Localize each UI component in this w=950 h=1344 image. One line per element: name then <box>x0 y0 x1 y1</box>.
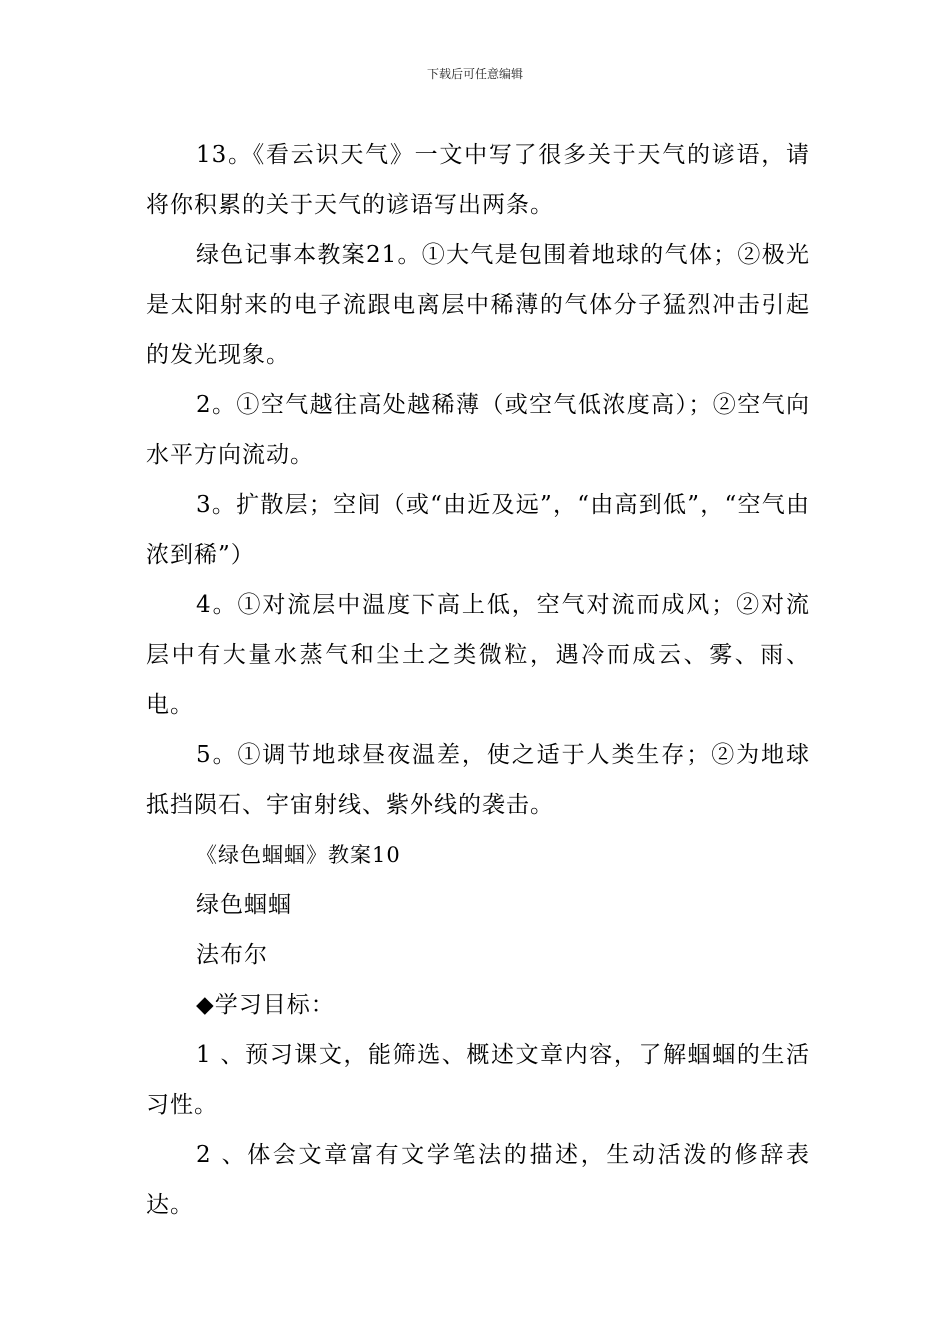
paragraph-answer-3: 3。扩散层；空间（或“由近及远”，“由高到低”，“空气由浓到稀”） <box>146 492 810 568</box>
lesson-author: 法布尔 <box>196 942 268 968</box>
paragraph-answer-5: 5。①调节地球昼夜温差，使之适于人类生存；②为地球抵挡陨石、宇宙射线、紫外线的袭击。 <box>146 742 810 818</box>
paragraph-answer-4: 4。①对流层中温度下高上低，空气对流而成风；②对流层中有大量水蒸气和尘土之类微粒，遇冷而成云、雾、雨、电。 <box>146 592 810 718</box>
page-header: 下载后可任意编辑 <box>426 67 523 81</box>
paragraph-answer-2: 2。①空气越往高处越稀薄（或空气低浓度高）；②空气向水平方向流动。 <box>146 392 810 468</box>
paragraph-q13: 13。《看云识天气》一文中写了很多关于天气的谚语，请将你积累的关于天气的谚语写出两条。 <box>146 142 810 218</box>
lesson-heading: 《绿色蝈蝈》教案10 <box>196 843 401 867</box>
lesson-title: 绿色蝈蝈 <box>196 892 292 918</box>
learning-objectives-heading: ◆学习目标： <box>196 992 335 1018</box>
document-body <box>146 130 810 1230</box>
objective-2: 2 、体会文章富有文学笔法的描述，生动活泼的修辞表达。 <box>146 1142 810 1218</box>
objective-1: 1 、预习课文，能筛选、概述文章内容，了解蝈蝈的生活习性。 <box>146 1042 810 1118</box>
paragraph-answer-1: 绿色记事本教案21。①大气是包围着地球的气体；②极光是太阳射来的电子流跟电离层中稀薄的气体分子猛烈冲击引起的发光现象。 <box>146 242 810 368</box>
